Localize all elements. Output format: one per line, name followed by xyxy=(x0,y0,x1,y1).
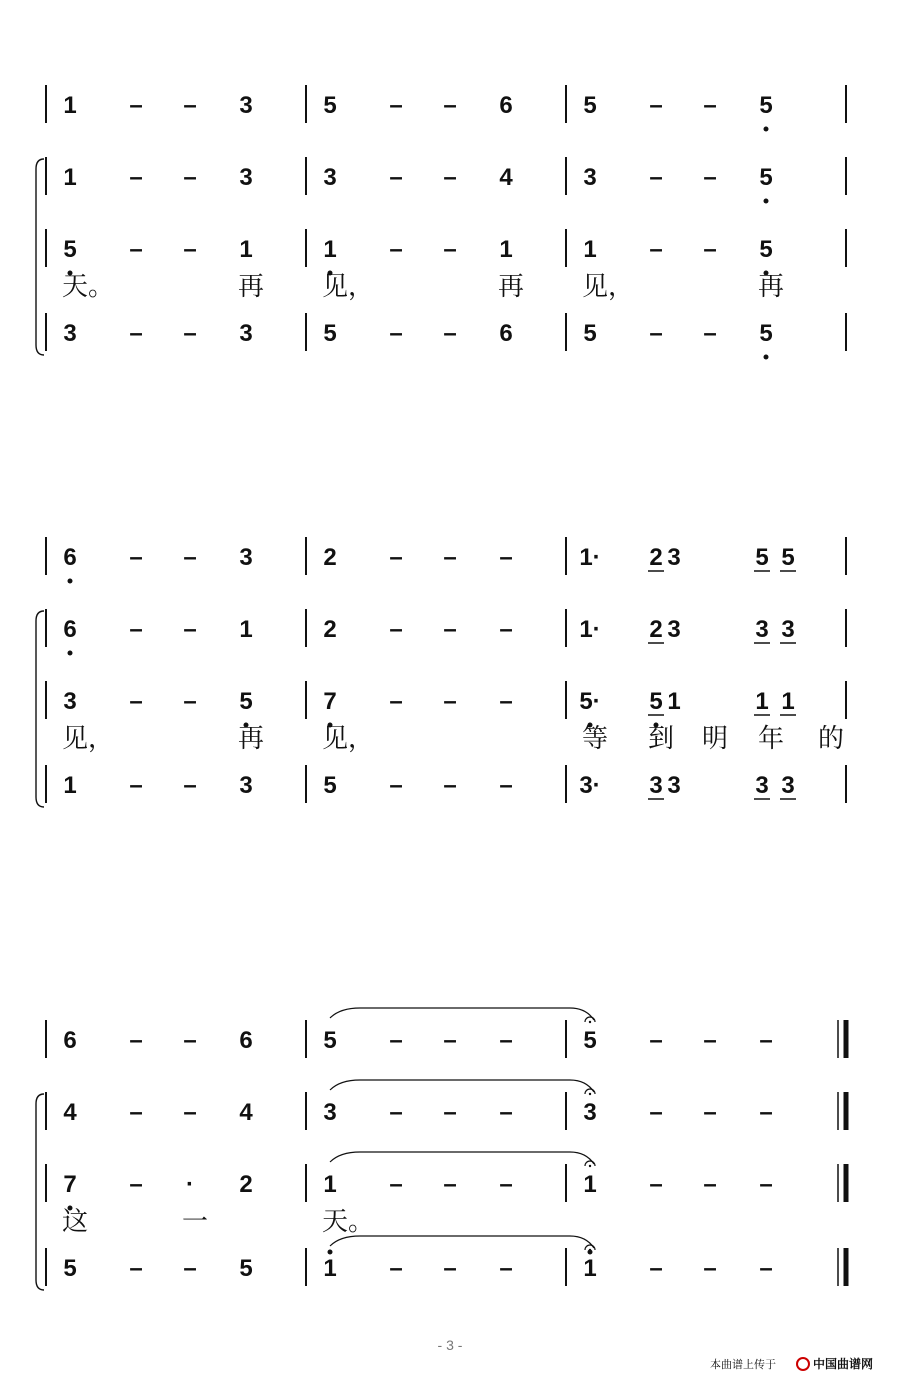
lyric-word: 天。 xyxy=(322,1207,375,1237)
note: – xyxy=(499,772,513,799)
note: – xyxy=(649,236,663,263)
note: 1 xyxy=(63,164,77,191)
note: – xyxy=(703,1099,717,1126)
note: 4 xyxy=(63,1099,77,1126)
note: 3 xyxy=(755,616,769,643)
note: – xyxy=(389,1171,403,1198)
note: – xyxy=(183,1255,197,1282)
note: 3 xyxy=(239,320,253,347)
note: – xyxy=(703,164,717,191)
note: – xyxy=(183,688,197,715)
note: – xyxy=(759,1099,773,1126)
note: 1 xyxy=(63,92,77,119)
note: – xyxy=(703,320,717,347)
note: – xyxy=(129,544,143,571)
note: 5 xyxy=(323,320,337,347)
note: – xyxy=(129,92,143,119)
lyric-word: 再 xyxy=(238,724,265,754)
note: – xyxy=(389,688,403,715)
note: 5 xyxy=(63,1255,77,1282)
note: – xyxy=(183,1099,197,1126)
note: 5 xyxy=(583,320,597,347)
note: – xyxy=(499,1171,513,1198)
system-brace xyxy=(36,611,44,807)
note: 1 xyxy=(323,1171,337,1198)
note: 5 xyxy=(759,92,773,119)
note: 3 xyxy=(63,320,77,347)
note: 5 xyxy=(755,544,769,571)
note: – xyxy=(129,1027,143,1054)
note: – xyxy=(499,688,513,715)
note: – xyxy=(389,1099,403,1126)
fermata-dot xyxy=(589,1021,591,1023)
note: 3 xyxy=(781,772,795,799)
note: – xyxy=(183,772,197,799)
note: 6 xyxy=(63,544,77,571)
note: – xyxy=(129,616,143,643)
note: – xyxy=(183,1027,197,1054)
note: 5 xyxy=(323,1027,337,1054)
note: – xyxy=(499,1027,513,1054)
note: – xyxy=(703,1255,717,1282)
note: 5 xyxy=(323,92,337,119)
note: – xyxy=(183,92,197,119)
note: 1 xyxy=(63,772,77,799)
note: 3 xyxy=(323,164,337,191)
note: 5 xyxy=(759,236,773,263)
note: – xyxy=(389,772,403,799)
note: 3 xyxy=(649,772,663,799)
note: – xyxy=(443,772,457,799)
high-octave-dot xyxy=(328,1250,333,1255)
note: – xyxy=(389,92,403,119)
lyric-word: 的 xyxy=(818,724,845,754)
note: – xyxy=(649,92,663,119)
lyric-word: 天。 xyxy=(62,272,115,302)
tie xyxy=(330,1236,594,1248)
note: – xyxy=(443,688,457,715)
note: – xyxy=(389,164,403,191)
note: 3 xyxy=(239,164,253,191)
tie xyxy=(330,1008,594,1020)
note: 3 xyxy=(667,772,681,799)
system-brace xyxy=(36,159,44,355)
note: 1 xyxy=(239,616,253,643)
lyric-word: 到 xyxy=(648,724,675,754)
note: – xyxy=(649,320,663,347)
note: – xyxy=(183,616,197,643)
note: 3 xyxy=(667,544,681,571)
note: – xyxy=(499,1099,513,1126)
note: · xyxy=(186,1171,194,1198)
note: – xyxy=(703,1027,717,1054)
note: 3 xyxy=(239,92,253,119)
note: 7 xyxy=(63,1171,77,1198)
note: 6 xyxy=(63,1027,77,1054)
low-octave-dot xyxy=(68,651,73,656)
note: – xyxy=(389,616,403,643)
note: 1· xyxy=(579,544,601,571)
note: 5 xyxy=(63,236,77,263)
lyric-word: 再 xyxy=(758,272,785,302)
note: – xyxy=(649,1171,663,1198)
note: – xyxy=(649,164,663,191)
note: – xyxy=(129,1099,143,1126)
low-octave-dot xyxy=(764,355,769,360)
note: – xyxy=(129,1171,143,1198)
note: – xyxy=(759,1255,773,1282)
note: 3 xyxy=(755,772,769,799)
note: 5 xyxy=(323,772,337,799)
lyric-word: 见， xyxy=(322,724,375,754)
note: 3· xyxy=(579,772,601,799)
site-name: 中国曲谱网 xyxy=(813,1357,874,1371)
lyric-word: 这 xyxy=(62,1207,89,1237)
note: – xyxy=(443,236,457,263)
note: 3 xyxy=(63,688,77,715)
fermata-dot xyxy=(589,1249,591,1251)
note: 5 xyxy=(583,92,597,119)
note: 1 xyxy=(755,688,769,715)
note: 2 xyxy=(649,616,663,643)
note: 3 xyxy=(667,616,681,643)
note: 1 xyxy=(583,236,597,263)
note: 5 xyxy=(759,164,773,191)
note: – xyxy=(443,1255,457,1282)
note: 3 xyxy=(583,1099,597,1126)
note: 1 xyxy=(583,1255,597,1282)
note: 5 xyxy=(239,1255,253,1282)
note: – xyxy=(443,164,457,191)
note: – xyxy=(183,236,197,263)
note: – xyxy=(183,544,197,571)
note: 5· xyxy=(579,688,601,715)
note: 2 xyxy=(323,616,337,643)
note: 3 xyxy=(323,1099,337,1126)
note: – xyxy=(129,236,143,263)
tie xyxy=(330,1152,594,1164)
note: – xyxy=(129,1255,143,1282)
note: – xyxy=(499,544,513,571)
lyric-word: 见， xyxy=(322,272,375,302)
note: 1 xyxy=(499,236,513,263)
low-octave-dot xyxy=(764,127,769,132)
note: – xyxy=(389,320,403,347)
note: – xyxy=(389,236,403,263)
note: – xyxy=(129,320,143,347)
note: 5 xyxy=(759,320,773,347)
lyric-word: 等 xyxy=(582,724,609,754)
lyric-word: 见， xyxy=(62,724,115,754)
note: 2 xyxy=(649,544,663,571)
note: – xyxy=(443,92,457,119)
note: 1 xyxy=(583,1171,597,1198)
note: – xyxy=(443,320,457,347)
note: 3 xyxy=(239,772,253,799)
note: 5 xyxy=(239,688,253,715)
note: 1 xyxy=(781,688,795,715)
note: – xyxy=(649,1027,663,1054)
note: 5 xyxy=(583,1027,597,1054)
note: 5 xyxy=(781,544,795,571)
note: 6 xyxy=(499,320,513,347)
note: – xyxy=(759,1027,773,1054)
note: 5 xyxy=(649,688,663,715)
note: 3 xyxy=(239,544,253,571)
lyric-word: 再 xyxy=(498,272,525,302)
note: 4 xyxy=(499,164,513,191)
note: – xyxy=(759,1171,773,1198)
note: – xyxy=(649,1255,663,1282)
system-brace xyxy=(36,1094,44,1290)
note: 1 xyxy=(323,236,337,263)
lyric-word: 明 xyxy=(702,724,729,754)
note: 6 xyxy=(499,92,513,119)
note: 1 xyxy=(239,236,253,263)
note: – xyxy=(443,1099,457,1126)
fermata-dot xyxy=(589,1093,591,1095)
note: – xyxy=(129,688,143,715)
note: – xyxy=(389,1027,403,1054)
note: – xyxy=(443,616,457,643)
note: – xyxy=(703,1171,717,1198)
fermata-dot xyxy=(589,1165,591,1167)
low-octave-dot xyxy=(764,199,769,204)
note: 1 xyxy=(667,688,681,715)
note: – xyxy=(183,320,197,347)
lyric-word: 再 xyxy=(238,272,265,302)
note: 1 xyxy=(323,1255,337,1282)
low-octave-dot xyxy=(68,579,73,584)
note: – xyxy=(499,1255,513,1282)
lyric-word: 一 xyxy=(182,1207,209,1237)
note: – xyxy=(389,1255,403,1282)
upload-note: 本曲谱上传于 xyxy=(710,1358,776,1371)
note: 1· xyxy=(579,616,601,643)
note: – xyxy=(389,544,403,571)
note: – xyxy=(183,164,197,191)
note: 3 xyxy=(583,164,597,191)
note: – xyxy=(129,164,143,191)
page-number-text: - 3 - xyxy=(437,1337,463,1353)
note: – xyxy=(129,772,143,799)
note: 2 xyxy=(239,1171,253,1198)
note: 6 xyxy=(63,616,77,643)
note: 4 xyxy=(239,1099,253,1126)
note: 6 xyxy=(239,1027,253,1054)
note: – xyxy=(443,1027,457,1054)
note: – xyxy=(499,616,513,643)
lyric-word: 见， xyxy=(582,272,635,302)
note: – xyxy=(443,544,457,571)
tie xyxy=(330,1080,594,1092)
note: – xyxy=(703,236,717,263)
lyric-word: 年 xyxy=(758,724,785,754)
note: – xyxy=(649,1099,663,1126)
note: – xyxy=(443,1171,457,1198)
note: 2 xyxy=(323,544,337,571)
note: 3 xyxy=(781,616,795,643)
note: 7 xyxy=(323,688,337,715)
note: – xyxy=(703,92,717,119)
logo-icon xyxy=(797,1358,809,1370)
